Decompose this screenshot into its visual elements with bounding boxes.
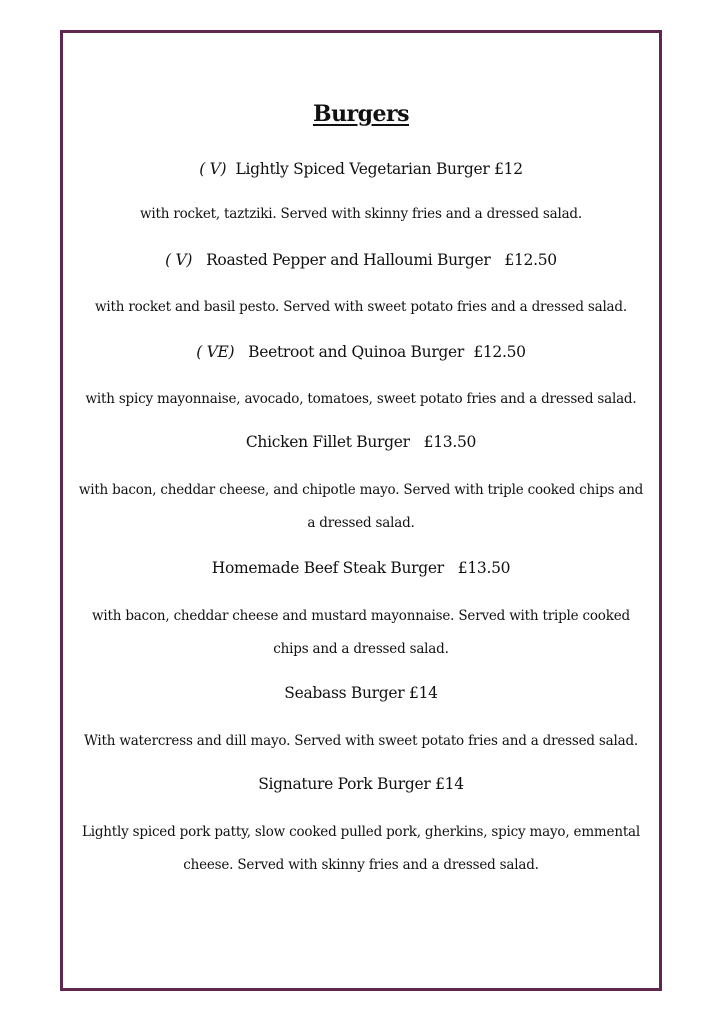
menu-item-name: [63, 343, 659, 361]
menu-item-description: With watercress and dill mayo. Served with sweet potato fries and a dressed salad.: [83, 733, 639, 749]
item-price: £14: [435, 775, 464, 793]
menu-item-description: with bacon, cheddar cheese, and chipotle mayo. Served with triple cooked chips and a dressed salad.: [78, 482, 644, 531]
item-price: £13.50: [423, 433, 477, 451]
menu-item-name: [63, 160, 659, 178]
item-price: £12: [494, 160, 523, 178]
menu-item-description: with spicy mayonnaise, avocado, tomatoes, sweet potato fries and a dressed salad.: [85, 391, 637, 407]
item-title: Signature Pork Burger: [258, 775, 431, 793]
menu-title: Burgers: [312, 101, 410, 127]
menu-item-description: with bacon, cheddar cheese and mustard mayonnaise. Served with triple cooked chips and a dressed salad.: [92, 608, 630, 657]
item-price: £14: [409, 684, 438, 702]
item-title: Chicken Fillet Burger: [245, 433, 410, 451]
menu-item-description: with rocket and basil pesto. Served with sweet potato fries and a dressed salad.: [95, 299, 627, 315]
item-title: Beetroot and Quinoa Burger: [248, 343, 465, 361]
item-price: £12.50: [473, 343, 526, 361]
item-title: Homemade Beef Steak Burger: [211, 559, 444, 577]
menu-item-name: [63, 433, 659, 451]
menu-item-name: [63, 251, 659, 269]
item-price: £13.50: [457, 559, 511, 577]
menu-item-name: [63, 775, 659, 793]
dietary-tag: ( V): [165, 251, 193, 269]
item-title: Seabass Burger: [284, 684, 405, 702]
menu-item-name: [63, 684, 659, 702]
menu-item-description: Lightly spiced pork patty, slow cooked pulled pork, gherkins, spicy mayo, emmental cheese. Served with skinny fries and a dressed salad.: [81, 824, 641, 873]
menu-item-name: [63, 559, 659, 577]
item-price: £12.50: [504, 251, 557, 269]
item-title: Lightly Spiced Vegetarian Burger: [235, 160, 490, 178]
item-title: Roasted Pepper and Halloumi Burger: [206, 251, 491, 269]
dietary-tag: ( V): [199, 160, 227, 178]
dietary-tag: ( VE): [196, 343, 235, 361]
menu-item-description: with rocket, taztziki. Served with skinny fries and a dressed salad.: [140, 206, 582, 222]
